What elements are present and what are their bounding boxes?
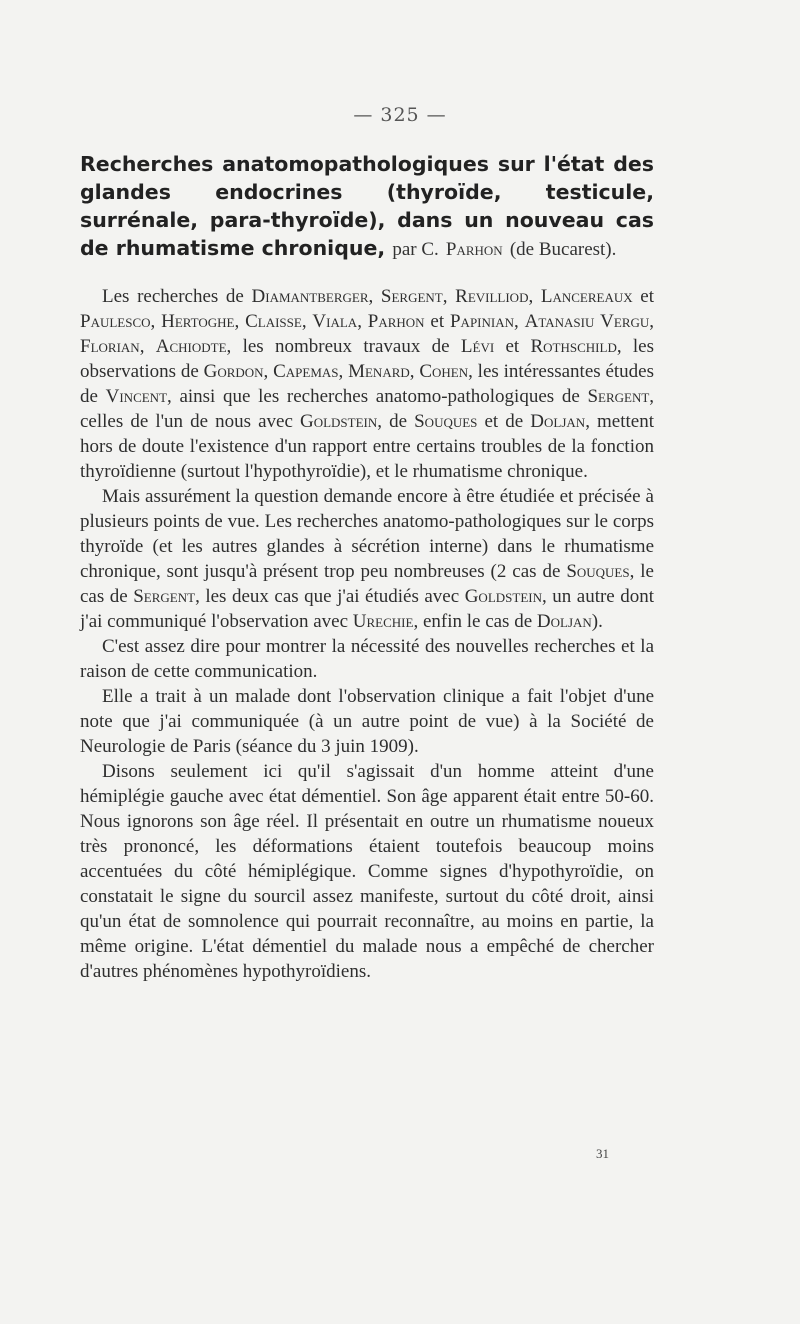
author-name: Parhon xyxy=(445,239,503,260)
cited-author: Cohen xyxy=(419,361,469,382)
cited-author: Goldstein xyxy=(299,411,378,432)
cited-author: Souques xyxy=(566,561,630,582)
cited-author: Vincent xyxy=(105,386,168,407)
cited-author: Revilliod xyxy=(455,286,529,307)
cited-author: Viala xyxy=(312,311,358,332)
author-affiliation: (de Bucarest). xyxy=(509,239,617,260)
cited-author: Lancereaux xyxy=(540,286,633,307)
cited-author: Diamantberger xyxy=(251,286,369,307)
cited-author: Vergu xyxy=(600,311,650,332)
title-main: Recherches anatomopathologiques sur l'état des glandes endocrines (thyroïde, testicule, surrénale, para-thyroïde), dans un nouveau cas de rhumatisme chronique, xyxy=(80,152,654,260)
cited-author: Urechie xyxy=(352,611,414,632)
paragraph-3: C'est assez dire pour montrer la nécessité des nouvelles recherches et la raison de cette communication. xyxy=(80,636,654,682)
paragraph-1: Les recherches de Diamantberger, Sergent, Revilliod, Lancereaux et Paulesco, Hertoghe, Claisse, Viala, Parhon et Papinian, Atanasiu Vergu, Florian, Achiodte, les nombreux travaux de Lévi et Rothschild, les observations de Gordon, Capemas, Menard, Cohen, les intéressantes études de Vincent, ainsi que les recherches anatomo-pathologiques de Sergent, celles de l'un de nous avec Goldstein, de Souques et de Doljan, mettent hors de doute l'existence d'un rapport entre certains troubles de la fonction thyroïdienne (surtout l'hypothyroïdie), et le rhumatisme chronique. xyxy=(80,286,655,482)
cited-author: Paulesco xyxy=(80,311,151,332)
article-body xyxy=(80,284,654,984)
cited-author: Menard xyxy=(348,361,410,382)
page-number: — 325 — xyxy=(353,104,447,126)
cited-author: Lévi xyxy=(460,336,495,357)
paragraph-5: Disons seulement ici qu'il s'agissait d'un homme atteint d'une hémiplégie gauche avec état démentiel. Son âge apparent était entre 50-60. Nous ignorons son âge réel. Il présentait en outre un rhumatisme noueux très prononcé, les déformations étaient toutefois beaucoup moins accentuées du côté hémiplégique. Comme signes d'hypothyroïdie, on constatait le signe du sourcil assez manifeste, surtout du côté droit, ainsi qu'un état de somnolence qui pourrait reconnaître, au moins en partie, la même origine. L'état démentiel du malade nous a empêché de chercher d'autres phénomènes hypothyroïdiens. xyxy=(80,761,654,982)
paragraph-4: Elle a trait à un malade dont l'observation clinique a fait l'objet d'une note que j'ai communiquée (à un autre point de vue) à la Société de Neurologie de Paris (séance du 3 juin 1909). xyxy=(80,686,654,757)
cited-author: Doljan xyxy=(536,611,592,632)
cited-author: Atanasiu xyxy=(524,311,595,332)
cited-author: Parhon xyxy=(367,311,425,332)
cited-author: Rothschild xyxy=(530,336,617,357)
cited-author: Sergent xyxy=(380,286,443,307)
paragraph-2: Mais assurément la question demande encore à être étudiée et précisée à plusieurs points de vue. Les recherches anatomo-pathologiques sur le corps thyroïde (et les autres glandes à sécrétion interne) dans le rhumatisme chronique, sont jusqu'à présent trop peu nombreuses (2 cas de Souques, le cas de Sergent, les deux cas que j'ai étudiés avec Goldstein, un autre dont j'ai communiqué l'observation avec Urechie, enfin le cas de Doljan). xyxy=(80,486,655,632)
cited-author: Souques xyxy=(414,411,478,432)
cited-author: Goldstein xyxy=(464,586,542,607)
cited-author: Doljan xyxy=(530,411,586,432)
cited-author: Hertoghe xyxy=(161,311,235,332)
title-par: par C. xyxy=(392,239,439,260)
cited-author: Capemas xyxy=(273,361,339,382)
cited-author: Sergent xyxy=(133,586,196,607)
cited-author: Gordon xyxy=(203,361,264,382)
cited-author: Sergent xyxy=(587,386,650,407)
cited-author: Achiodte xyxy=(155,336,227,357)
cited-author: Florian xyxy=(80,336,140,357)
cited-author: Claisse xyxy=(245,311,302,332)
cited-author: Papinian xyxy=(449,311,514,332)
article-title xyxy=(80,150,654,264)
signature-mark: 31 xyxy=(596,1146,609,1161)
